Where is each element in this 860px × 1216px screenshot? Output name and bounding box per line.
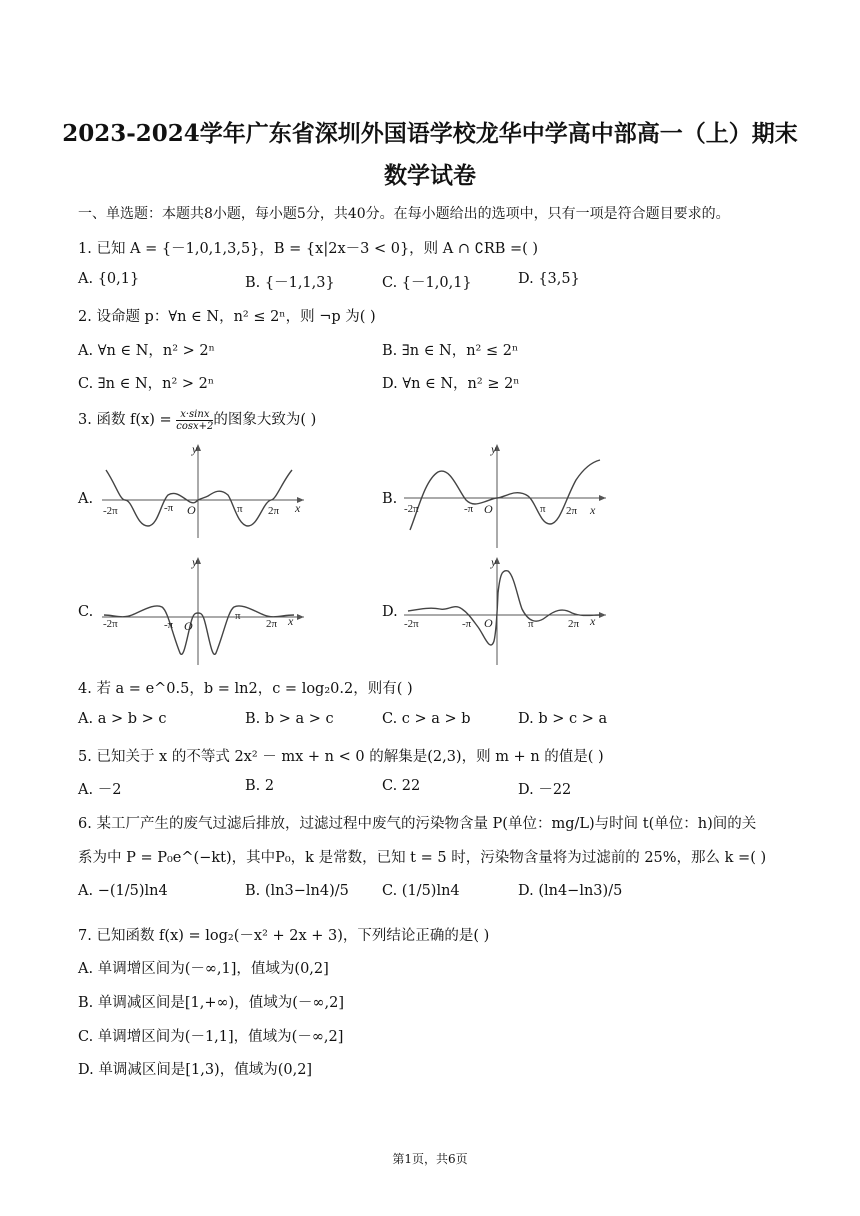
graph-c-tick-negpi: -π [164,619,174,631]
q3-option-a-label: A. [78,491,94,507]
q3-fraction [176,409,213,432]
graph-a-tick-pi: π [237,503,243,515]
graph-b-x-label: x [590,503,596,517]
q3-graph-b [400,440,610,550]
graph-c-origin: O [184,619,193,633]
q5-option-b: B. 2 [245,778,275,794]
q2-option-d: D. ∀n ∈ N，n² ≥ 2ⁿ [382,376,520,392]
q7-option-b: B. 单调减区间是[1,+∞)，值域为(－∞,2] [78,995,344,1011]
q1-option-b: B. {－1,1,3} [245,275,335,291]
graph-c-tick-2pi: 2π [266,618,278,630]
q4-option-c: C. c > a > b [382,711,471,727]
q3-option-c-label: C. [78,604,94,620]
q2-option-b: B. ∃n ∈ N，n² ≤ 2ⁿ [382,343,519,359]
q6-option-d: D. (ln4−ln3)/5 [518,883,623,899]
graph-c-x-label: x [288,614,294,628]
graph-d-tick-pi: π [528,618,534,630]
q3-fraction-denominator: cosx+2 [176,420,214,432]
section-heading: 一、单选题：本题共8小题，每小题5分，共40分。在每小题给出的选项中，只有一项是符合题目要求的。 [78,206,730,222]
graph-b-tick-negpi: -π [464,503,474,515]
page-footer: 第1页，共6页 [392,1152,468,1166]
graph-b-tick-2pi: 2π [566,505,578,517]
graph-d-origin: O [484,616,493,630]
q3-stem-prefix: 3. 函数 f(x) = [78,412,177,428]
graph-c-y-label: y [192,555,198,569]
q6-option-c: C. (1/5)ln4 [382,883,460,899]
q7-option-d: D. 单调减区间是[1,3)，值域为(0,2] [78,1062,313,1078]
question-5-stem: 5. 已知关于 x 的不等式 2x² － mx + n < 0 的解集是(2,3)，则 m + n 的值是( ) [78,749,604,765]
question-4-stem: 4. 若 a = e^0.5，b = ln2，c = log₂0.2，则有( ) [78,681,413,697]
q4-option-a: A. a > b > c [78,711,167,727]
page-title-line2: 数学试卷 [384,162,476,189]
q3-option-d-label: D. [382,604,398,620]
graph-d-y-label: y [491,555,497,569]
graph-b-tick-neg2pi: -2π [404,503,419,515]
q6-option-a: A. −(1/5)ln4 [78,883,168,899]
graph-b-origin: O [484,502,493,516]
q1-option-a: A. {0,1} [78,271,140,287]
graph-c-tick-pi: π [235,610,241,622]
graph-a-tick-neg2pi: -2π [103,505,118,517]
q7-option-a: A. 单调增区间为(－∞,1]，值域为(0,2] [78,961,329,977]
q7-option-c: C. 单调增区间为(－1,1]，值域为(－∞,2] [78,1029,344,1045]
q4-option-b: B. b > a > c [245,711,334,727]
q3-option-b-label: B. [382,491,398,507]
q6-option-b: B. (ln3−ln4)/5 [245,883,349,899]
graph-a-x-label: x [295,501,301,515]
graph-a-tick-2pi: 2π [268,505,280,517]
q5-option-a: A. －2 [78,782,122,798]
q3-graph-d [400,553,610,668]
q5-option-c: C. 22 [382,778,421,794]
question-3-stem [78,408,316,432]
q2-option-c: C. ∃n ∈ N，n² > 2ⁿ [78,376,215,392]
graph-d-x-label: x [590,614,596,628]
q1-option-d: D. {3,5} [518,271,580,287]
graph-d-tick-negpi: -π [462,618,472,630]
question-7-stem: 7. 已知函数 f(x) = log₂(－x² + 2x + 3)，下列结论正确的是( ) [78,928,490,944]
question-2-stem: 2. 设命题 p：∀n ∈ N，n² ≤ 2ⁿ，则 ¬p 为( ) [78,309,376,325]
graph-d-tick-2pi: 2π [568,618,580,630]
graph-a-y-label: y [192,442,198,456]
question-6-stem-line1: 6. 某工厂产生的废气过滤后排放，过滤过程中废气的污染物含量 P(单位：mg/L)与时间 t(单位：h)间的关 [78,816,757,832]
q1-option-c: C. {－1,0,1} [382,275,472,291]
graph-a-origin: O [187,503,196,517]
q4-option-d: D. b > c > a [518,711,608,727]
q3-graph-c [98,553,308,668]
q5-option-d: D. －22 [518,782,572,798]
q3-stem-suffix: 的图象大致为( ) [213,412,317,428]
graph-a-tick-negpi: -π [164,502,174,514]
graph-c-tick-neg2pi: -2π [103,618,118,630]
graph-b-y-label: y [491,442,497,456]
q3-graph-a [98,440,308,540]
graph-b-tick-pi: π [540,503,546,515]
q2-option-a: A. ∀n ∈ N，n² > 2ⁿ [78,343,215,359]
question-1-stem: 1. 已知 A = {－1,0,1,3,5}，B = {x|2x－3 < 0}，则 A ∩ ∁RB =( ) [78,241,539,257]
page-title-line1: 2023-2024学年广东省深圳外国语学校龙华中学高中部高一（上）期末 [62,120,798,147]
graph-d-tick-neg2pi: -2π [404,618,419,630]
q3-fraction-numerator: x·sinx [176,409,213,421]
question-6-stem-line2: 系为中 P = P₀e^(−kt)，其中P₀，k 是常数，已知 t = 5 时，污染物含量将为过滤前的 25%，那么 k =( ) [78,850,767,866]
